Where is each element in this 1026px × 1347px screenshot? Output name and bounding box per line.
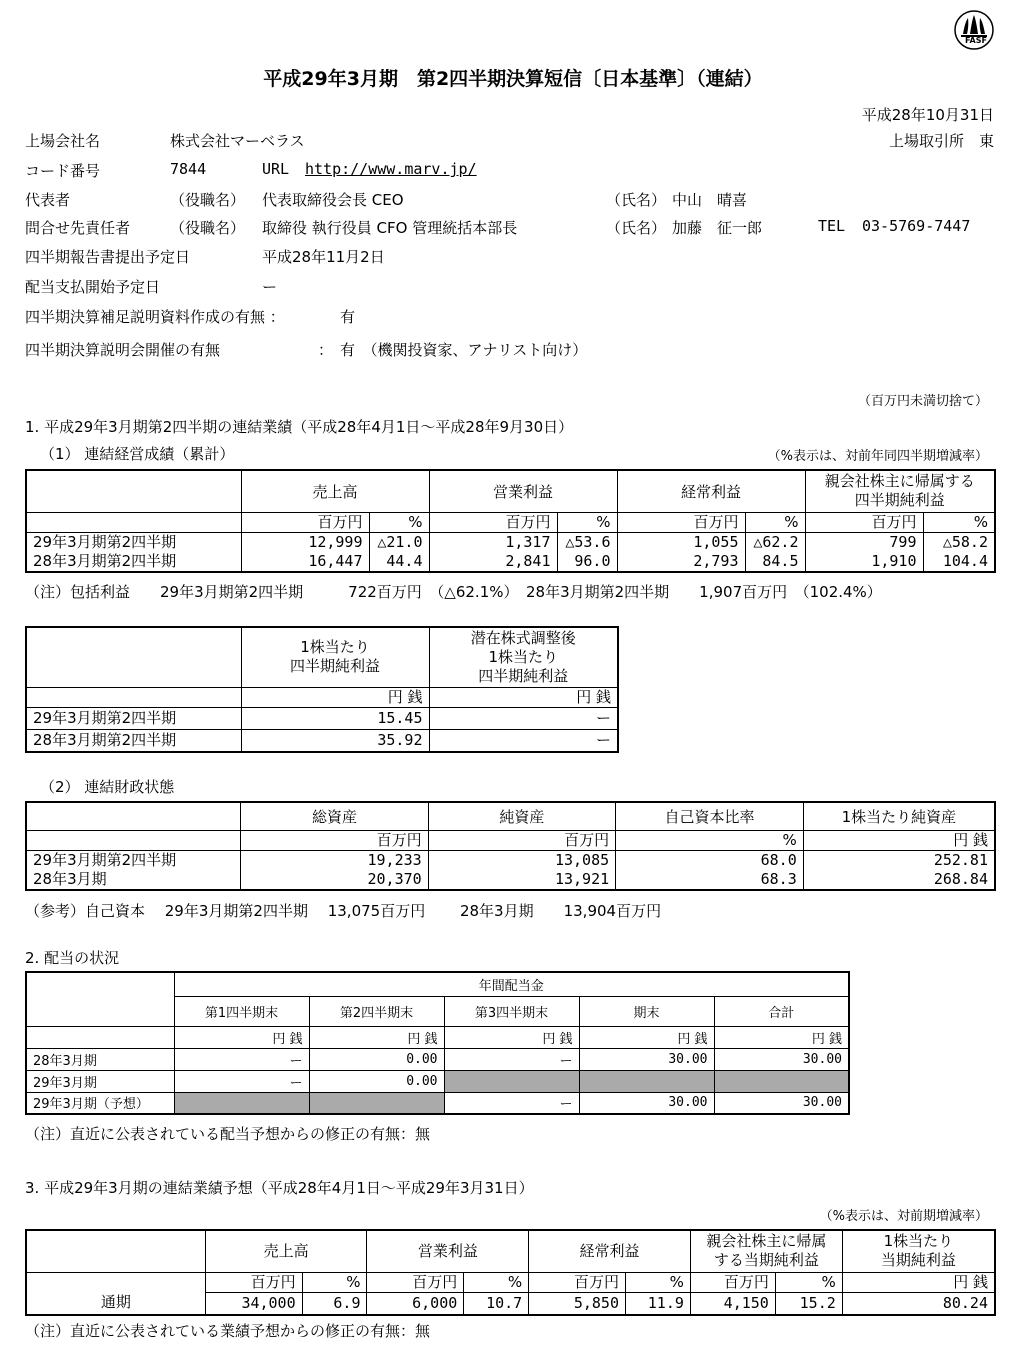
dividend-revision-note: （注）直近に公表されている配当予想からの修正の有無：無 [25,1125,431,1143]
unit-cell: 百万円 [429,512,557,532]
value-cell: 6.9 [302,1292,367,1315]
supp-material-label: 四半期決算補足説明資料作成の有無 ： [25,308,285,326]
pct-cell: % [775,1272,842,1292]
unit-note: （百万円未満切捨て） [857,394,988,409]
section1-pct-note: （%表示は、対前年同四半期増減率） [767,449,988,464]
value-cell: 10.7 [464,1292,529,1315]
shaded-cell [174,1092,309,1114]
table-row [26,1048,849,1070]
value-cell: △21.0 [369,532,429,552]
report-date-label: 四半期報告書提出予定日 [25,248,191,266]
value-cell: ー [444,1092,579,1114]
value-cell: 799 [805,532,923,552]
forecast-revision-note: （注）直近に公表されている業績予想からの修正の有無：無 [25,1322,431,1340]
header-annual-dividend: 年間配当金 [174,972,849,996]
unit-blank [26,687,241,707]
unit-cell: 円 銭 [309,1026,444,1048]
header-ordinary-income: 経常利益 [529,1230,691,1272]
row-label: 28年3月期第2四半期 [26,729,241,752]
section3-pct-note: （%表示は、対前期増減率） [819,1209,988,1224]
value-cell: 2,841 [429,552,557,572]
report-date: 平成28年10月31日 [861,106,994,124]
page-title: 平成29年3月期 第2四半期決算短信〔日本基準〕（連結） [263,68,763,90]
value-cell: 2,793 [617,552,745,572]
row-label: 29年3月期第2四半期 [26,707,241,729]
value-cell: 0.00 [309,1048,444,1070]
header-eps: 1株当たり 当期純利益 [842,1230,995,1272]
table-row [26,532,995,552]
unit-cell: 百万円 [805,512,923,532]
shaded-cell [714,1070,849,1092]
pct-cell: % [557,512,617,532]
rep-name: 中山 晴喜 [672,191,748,209]
value-cell: 68.0 [616,850,804,870]
value-cell: 44.4 [369,552,429,572]
value-cell: 104.4 [923,552,995,572]
shaded-cell [579,1070,714,1092]
unit-cell: 百万円 [367,1272,464,1292]
section3-heading: 3. 平成29年3月期の連結業績予想（平成28年4月1日～平成29年3月31日） [25,1179,534,1197]
company-label: 上場会社名 [25,132,101,150]
value-cell: 96.0 [557,552,617,572]
header-equity-ratio: 自己資本比率 [616,802,804,830]
header-year-end: 期末 [579,996,714,1026]
row-label: 28年3月期 [26,1048,174,1070]
pct-cell: % [302,1272,367,1292]
value-cell: 15.45 [241,707,429,729]
value-cell: 252.81 [803,850,995,870]
value-cell: ー [444,1048,579,1070]
stock-exchange: 上場取引所 東 [888,132,994,150]
financial-position-table [25,801,996,891]
row-label: 29年3月期 [26,1070,174,1092]
header-operating-income: 営業利益 [367,1230,529,1272]
shaded-cell [309,1092,444,1114]
briefing-colon: ： [318,341,334,359]
dividend-table [25,971,850,1115]
value-cell: 11.9 [625,1292,690,1315]
pct-cell: % [625,1272,690,1292]
section1-heading: 1. 平成29年3月期第2四半期の連結業績（平成28年4月1日～平成28年9月30日） [25,418,574,436]
contact-title-label: （役職名） [170,219,246,237]
section2-heading: 2. 配当の状況 [25,949,120,967]
contact-label: 問合せ先責任者 [25,219,131,237]
table-row [26,729,618,752]
unit-cell: 円 銭 [241,687,429,707]
header-net-assets: 純資産 [428,802,615,830]
value-cell: 68.3 [616,870,804,890]
value-cell: 0.00 [309,1070,444,1092]
header-blank [26,802,241,830]
value-cell: 268.84 [803,870,995,890]
header-total-assets: 総資産 [241,802,428,830]
pct-cell: % [369,512,429,532]
dividend-date-label: 配当支払開始予定日 [25,278,161,296]
value-cell: ー [429,707,618,729]
code-label: コード番号 [25,162,101,180]
header-q3: 第3四半期末 [444,996,579,1026]
header-blank [26,1230,205,1272]
header-diluted-eps: 潜在株式調整後 1株当たり 四半期純利益 [429,627,618,687]
unit-cell: 円 銭 [174,1026,309,1048]
value-cell: ー [174,1048,309,1070]
value-cell: 80.24 [842,1292,995,1315]
header-blank [26,972,174,1026]
header-q1: 第1四半期末 [174,996,309,1026]
row-label: 29年3月期第2四半期 [26,532,241,552]
value-cell: △62.2 [745,532,805,552]
value-cell: 30.00 [714,1048,849,1070]
unit-cell: 百万円 [617,512,745,532]
unit-cell: 百万円 [205,1272,302,1292]
table-row [26,850,995,870]
tel-number: 03-5769-7447 [862,217,971,235]
row-label: 28年3月期 [26,870,241,890]
header-blank [26,470,241,512]
fasf-logo [953,10,995,50]
header-total: 合計 [714,996,849,1026]
forecast-table [25,1229,996,1316]
header-q2: 第2四半期末 [309,996,444,1026]
company-url-link[interactable]: http://www.marv.jp/ [305,160,477,178]
table-row [26,1092,849,1114]
value-cell: 16,447 [241,552,369,572]
value-cell: 20,370 [241,870,428,890]
value-cell: 84.5 [745,552,805,572]
unit-cell: 円 銭 [803,830,995,850]
unit-cell: 円 銭 [579,1026,714,1048]
contact-name-label: （氏名） [606,219,667,237]
unit-cell: 百万円 [529,1272,626,1292]
unit-cell: 百万円 [690,1272,775,1292]
briefing-value: 有 （機関投資家、アナリスト向け） [340,341,588,359]
pct-cell: % [923,512,995,532]
value-cell: 1,055 [617,532,745,552]
header-net-income: 親会社株主に帰属する 四半期純利益 [805,470,995,512]
row-label: 29年3月期第2四半期 [26,850,241,870]
pct-cell: % [464,1272,529,1292]
section1-sub2: （2） 連結財政状態 [40,778,175,796]
value-cell: 5,850 [529,1292,626,1315]
header-operating-income: 営業利益 [429,470,617,512]
header-net-income: 親会社株主に帰属 する当期純利益 [690,1230,842,1272]
value-cell: 6,000 [367,1292,464,1315]
value-cell: △58.2 [923,532,995,552]
value-cell: 13,921 [428,870,615,890]
header-ordinary-income: 経常利益 [617,470,805,512]
eps-table [25,626,619,753]
unit-blank [26,830,241,850]
value-cell: △53.6 [557,532,617,552]
value-cell: 34,000 [205,1292,302,1315]
table-row [26,707,618,729]
header-sales: 売上高 [205,1230,367,1272]
table-row [26,1292,995,1315]
row-label: 28年3月期第2四半期 [26,552,241,572]
unit-cell: 百万円 [428,830,615,850]
header-bps: 1株当たり純資産 [803,802,995,830]
value-cell: 30.00 [579,1048,714,1070]
value-cell: ー [429,729,618,752]
url-label: URL [262,160,290,178]
rep-title: 代表取締役会長 CEO [262,191,404,209]
supp-material-value: 有 [340,308,356,326]
table-row [26,1070,849,1092]
value-cell: 35.92 [241,729,429,752]
briefing-label: 四半期決算説明会開催の有無 [25,341,221,359]
equity-reference-note: （参考）自己資本 29年3月期第2四半期 13,075百万円 28年3月期 13,904百万円 [25,902,662,920]
header-eps: 1株当たり 四半期純利益 [241,627,429,687]
dividend-date: ー [262,278,278,296]
pct-cell: % [745,512,805,532]
comprehensive-income-note: （注）包括利益 29年3月期第2四半期 722百万円 （△62.1%） 28年3月期第2四半期 1,907百万円 （102.4%） [25,583,882,601]
shaded-cell [444,1070,579,1092]
table-row [26,870,995,890]
table-row [26,552,995,572]
stock-code: 7844 [170,160,207,178]
row-label: 通期 [26,1292,205,1315]
value-cell: 19,233 [241,850,428,870]
unit-cell: % [616,830,804,850]
value-cell: 12,999 [241,532,369,552]
report-submit-date: 平成28年11月2日 [262,248,385,266]
unit-blank [26,1026,174,1048]
value-cell: 13,085 [428,850,615,870]
header-blank [26,627,241,687]
header-sales: 売上高 [241,470,429,512]
rep-label: 代表者 [25,191,71,209]
section1-sub1: （1） 連結経営成績（累計） [40,445,235,463]
unit-blank [26,512,241,532]
unit-cell: 百万円 [241,830,428,850]
logo-text: FASF [965,36,987,45]
value-cell: 1,910 [805,552,923,572]
value-cell: 15.2 [775,1292,842,1315]
unit-cell: 円 銭 [842,1272,995,1292]
contact-title: 取締役 執行役員 CFO 管理統括本部長 [262,219,518,237]
operating-results-table [25,469,996,573]
rep-title-label: （役職名） [170,191,246,209]
unit-cell: 円 銭 [714,1026,849,1048]
value-cell: 30.00 [579,1092,714,1114]
value-cell: 4,150 [690,1292,775,1315]
unit-blank [26,1272,205,1292]
value-cell: 30.00 [714,1092,849,1114]
unit-cell: 円 銭 [444,1026,579,1048]
unit-cell: 百万円 [241,512,369,532]
value-cell: 1,317 [429,532,557,552]
unit-cell: 円 銭 [429,687,618,707]
row-label: 29年3月期（予想） [26,1092,174,1114]
value-cell: ー [174,1070,309,1092]
company-name: 株式会社マーベラス [170,132,305,150]
rep-name-label: （氏名） [606,191,667,209]
tel-label: TEL [818,217,846,235]
contact-name: 加藤 征一郎 [672,219,763,237]
